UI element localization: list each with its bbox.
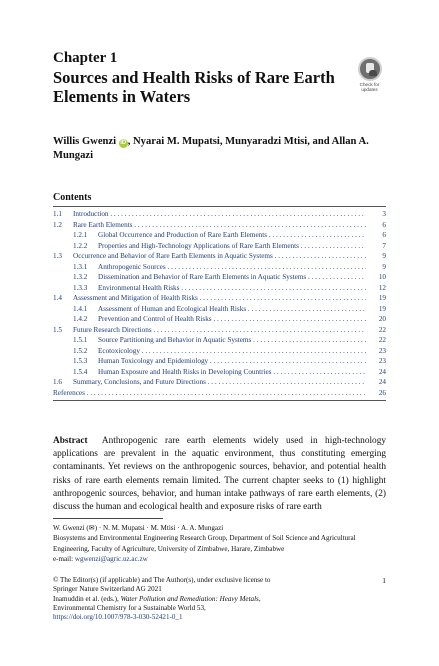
toc-entry-title: References . . .: [53, 388, 366, 399]
toc-entry-number: 1.4.2: [73, 315, 88, 323]
toc-entry-title: Ecotoxicology . . .: [98, 346, 366, 357]
table-of-contents: [53, 209, 386, 398]
footnote-authors: W. Gwenzi (✉) · N. M. Mupatsi · M. Mtisi · A. A. Mungazi: [53, 524, 224, 532]
chapter-title: Sources and Health Risks of Rare Earth Elements in Waters: [53, 68, 335, 106]
toc-entry-title: Prevention and Control of Health Risks . . .: [98, 314, 366, 325]
toc-entry-page: 12: [368, 283, 386, 294]
toc-entry[interactable]: [53, 304, 386, 315]
toc-entry-page: 3: [368, 209, 386, 220]
doi-link[interactable]: https://doi.org/10.1007/978-3-030-52421-0_1: [53, 613, 183, 622]
toc-entry-page: 26: [368, 388, 386, 399]
email-label: e-mail:: [53, 554, 74, 563]
toc-entry-page: 23: [368, 346, 386, 357]
toc-entry[interactable]: [53, 230, 386, 241]
toc-entry[interactable]: [53, 220, 386, 231]
toc-entry-page: 24: [368, 367, 386, 378]
toc-entry-title: Human Toxicology and Epidemiology . . .: [98, 356, 366, 367]
toc-entry-title: Introduction . . .: [73, 209, 366, 220]
contents-bottom-rule: [53, 400, 386, 401]
toc-entry-number: 1.4.1: [73, 304, 88, 313]
abstract-text: Anthropogenic rare earth elements widely used in high-technology applications are prevalent in the aquatic environment, thus constituting emerging contaminants. Yet reviews on the anthropogenic sources, behavior, and potential health risks of rare earth elements remain limited. The current chapter seeks to (1) highlight anthropogenic sources, behavior, and human intake pathways of rare earth elements, (2) discuss the human and ecological health and exposure risks of rare earth: [53, 436, 386, 513]
toc-entry-title: Global Occurrence and Production of Rare Earth Elements . . .: [98, 230, 366, 241]
toc-entry-number: 1.6: [53, 378, 62, 386]
toc-entry-number: 1.5.1: [73, 336, 88, 344]
toc-entry-page: 7: [368, 241, 386, 252]
abstract-label: Abstract: [53, 436, 88, 446]
toc-entry-number: 1.5: [53, 325, 62, 334]
contents-top-rule: [53, 206, 386, 207]
copyright-line-1: © The Editor(s) (if applicable) and The Author(s), under exclusive license to: [53, 576, 271, 584]
toc-entry-number: 1.3.1: [73, 262, 88, 271]
toc-entry-page: 10: [368, 272, 386, 283]
copyright-block: [53, 576, 386, 622]
toc-entry-title: Summary, Conclusions, and Future Directions . . .: [73, 377, 366, 388]
footnote-rule: [53, 518, 163, 519]
toc-entry[interactable]: [53, 262, 386, 273]
toc-entry[interactable]: [53, 335, 386, 346]
toc-entry-page: 19: [368, 293, 386, 304]
editors: Inamuddin et al. (eds.),: [53, 594, 119, 603]
email-link[interactable]: wgwenzi@agric.uz.ac.zw: [74, 554, 148, 563]
toc-entry[interactable]: [53, 325, 386, 336]
author-list: [53, 135, 383, 163]
check-for-updates-badge[interactable]: [352, 57, 387, 92]
toc-entry[interactable]: [53, 367, 386, 378]
toc-entry-number: 1.3.3: [73, 283, 88, 292]
toc-entry-number: 1.4: [53, 294, 62, 302]
toc-entry[interactable]: [53, 377, 386, 388]
contents-heading: Contents: [53, 192, 92, 203]
book-title-suffix: ,: [258, 594, 261, 603]
toc-entry-page: 9: [368, 262, 386, 273]
footnote-email-line: [53, 554, 386, 564]
copyright-line-4: Environmental Chemistry for a Sustainable World 53,: [53, 603, 206, 612]
toc-entry-title: Future Research Directions . . .: [73, 325, 366, 336]
toc-entry-page: 19: [368, 304, 386, 315]
toc-entry-title: Occurrence and Behavior of Rare Earth Elements in Aquatic Systems . . .: [73, 251, 366, 262]
toc-entry-number: 1.3: [53, 252, 62, 260]
author-rest: , Nyarai M. Mupatsi, Munyaradzi Mtisi, and Allan A. Mungazi: [53, 136, 369, 161]
check-for-updates-label: Check for updates: [359, 82, 380, 92]
toc-entry-title: Rare Earth Elements . . .: [73, 220, 366, 231]
toc-entry-page: 6: [368, 220, 386, 231]
toc-entry-number: 1.2.1: [73, 231, 88, 239]
book-title: Water Pollution and Remediation: Heavy Metals: [120, 594, 259, 603]
toc-entry[interactable]: [53, 346, 386, 357]
toc-entry-page: 22: [368, 335, 386, 346]
toc-entry[interactable]: [53, 272, 386, 283]
toc-entry-page: 24: [368, 377, 386, 388]
toc-entry-number: 1.2: [53, 220, 62, 229]
toc-entry-page: 9: [368, 251, 386, 262]
page-number: 1: [382, 576, 386, 585]
toc-entry-title: Anthropogenic Sources . . .: [98, 262, 366, 273]
toc-entry-page: 23: [368, 356, 386, 367]
author-affiliation: [53, 523, 386, 564]
orcid-icon[interactable]: iD: [120, 140, 127, 146]
toc-entry-page: 6: [368, 230, 386, 241]
toc-entry[interactable]: [53, 388, 386, 399]
toc-entry-number: 1.5.3: [73, 357, 88, 365]
toc-entry-page: 20: [368, 314, 386, 325]
toc-entry[interactable]: [53, 293, 386, 304]
abstract: [53, 435, 386, 514]
toc-entry[interactable]: [53, 283, 386, 294]
toc-entry-number: 1.3.2: [73, 273, 88, 281]
toc-entry[interactable]: [53, 209, 386, 220]
copyright-line-2: Springer Nature Switzerland AG 2021: [53, 585, 162, 594]
copyright-line-3: [53, 595, 386, 604]
toc-entry-number: 1.5.2: [73, 346, 88, 355]
toc-entry[interactable]: [53, 241, 386, 252]
toc-entry-title: Environmental Health Risks . . .: [98, 283, 366, 294]
toc-entry-title: Source Partitioning and Behavior in Aquatic Systems . . .: [98, 335, 366, 346]
toc-entry-title: Assessment and Mitigation of Health Risks . . .: [73, 293, 366, 304]
author-first: Willis Gwenzi: [53, 136, 117, 147]
chapter-label: Chapter 1: [53, 50, 118, 66]
toc-entry-page: 22: [368, 325, 386, 336]
toc-entry[interactable]: [53, 314, 386, 325]
toc-entry[interactable]: [53, 251, 386, 262]
toc-entry-number: 1.1: [53, 210, 62, 218]
toc-entry[interactable]: [53, 356, 386, 367]
toc-entry-title: Properties and High-Technology Applications of Rare Earth Elements . . .: [98, 241, 366, 252]
toc-entry-number: 1.5.4: [73, 367, 88, 376]
toc-entry-title: Dissemination and Behavior of Rare Earth Elements in Aquatic Systems . . .: [98, 272, 366, 283]
toc-entry-title: Assessment of Human and Ecological Health Risks . . .: [98, 304, 366, 315]
toc-entry-title: Human Exposure and Health Risks in Developing Countries . . .: [98, 367, 366, 378]
check-for-updates-icon: [358, 57, 382, 81]
toc-entry-number: 1.2.2: [73, 241, 88, 250]
footnote-affiliation: Biosystems and Environmental Engineering Research Group, Department of Soil Science and Agricultural Engineering, Faculty of Agriculture, University of Zimbabwe, Harare, Zimbabwe: [53, 534, 356, 553]
